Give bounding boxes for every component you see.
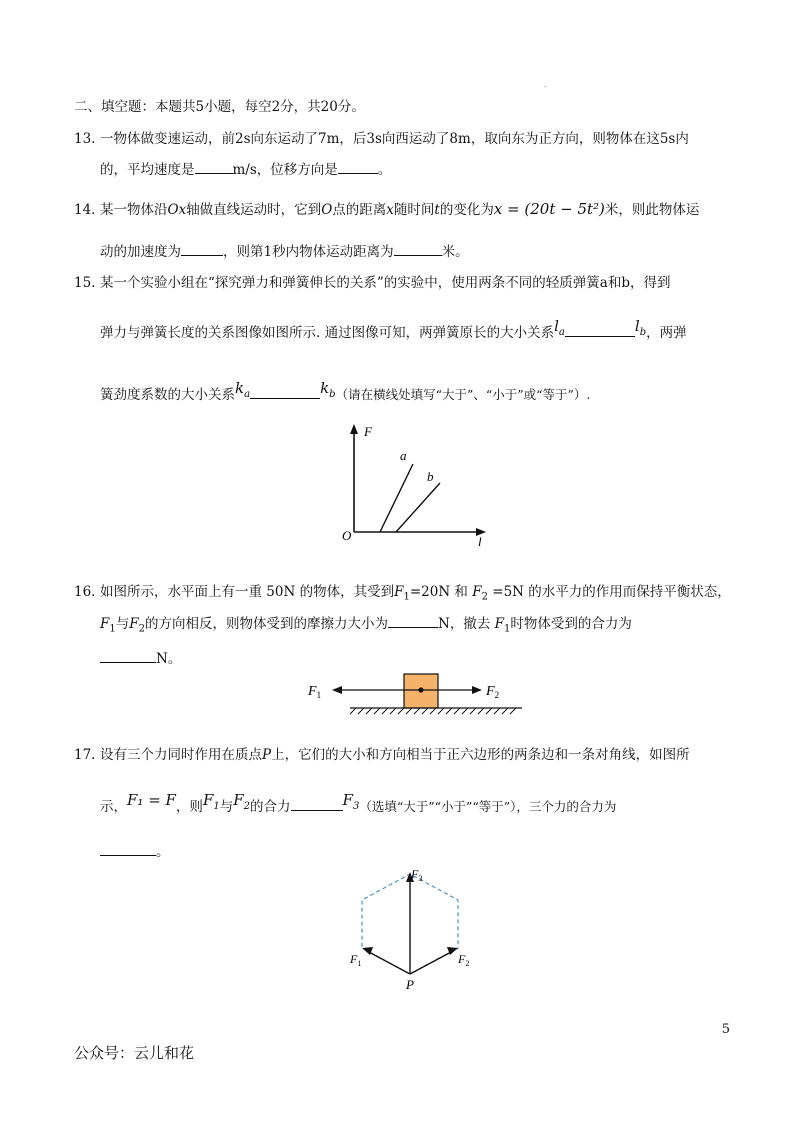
q16-f1-rest: =20N 和 (409, 584, 468, 600)
q15-line3 (100, 379, 591, 410)
f1-line (367, 951, 410, 974)
q15-la: $l_a$ (554, 317, 565, 338)
q17-blank1[interactable] (291, 797, 343, 811)
f2-line (410, 951, 453, 974)
q16-force-figure (300, 668, 530, 724)
q13-line1 (74, 130, 689, 148)
q17-line1 (74, 746, 690, 764)
q14-text1a: 某一物体沿 (100, 202, 168, 218)
q13-text2a: 的，平均速度是 (100, 162, 195, 178)
q16-text2e: N，撤去 (438, 616, 491, 632)
label-a: a (400, 448, 407, 463)
label-l: l (478, 534, 482, 549)
q16-text2g: 时物体受到的合力为 (510, 616, 632, 632)
q17-text3: 。 (156, 844, 170, 860)
q15-blank1[interactable] (565, 323, 635, 337)
q14-text1e: 的变化为 (439, 202, 494, 218)
q14-text2a: 动的加速度为 (100, 244, 181, 260)
q16-f2-rest: =5N 的水平力的作用而保持平衡状态， (487, 584, 731, 600)
q16-text2c-sub: 2 (138, 623, 145, 635)
q13-blank2[interactable] (338, 160, 378, 174)
q16-f1-sub: 1 (403, 591, 410, 603)
q15-ka: $k_a$ (235, 379, 251, 400)
q17-text2d: 的合力 (250, 799, 291, 815)
q14-blank1[interactable] (181, 242, 223, 256)
q17-text1b: 上，它们的大小和方向相当于正六边形的两条边和一条对角线，如图所 (271, 747, 690, 763)
q16-f2: F (472, 584, 482, 600)
q16-text2a-sub: 1 (109, 623, 116, 635)
q16-line3 (100, 649, 181, 668)
q14-line1 (74, 200, 700, 219)
q17-text2e: （选填“大于”“小于”“等于”），三个力的合力为 (359, 799, 617, 814)
q16-text2b: 与 (115, 616, 130, 632)
q17-number: 17. (74, 747, 96, 763)
q16-text2c: F (129, 616, 139, 632)
q15-line1 (74, 274, 671, 292)
y-axis-arrow (350, 424, 358, 434)
q14-text1b: 轴做直线运动时，它到 (186, 202, 322, 218)
q15-text1: 某一个实验小组在“探究弹力和弹簧伸长的关系”的实验中，使用两条不同的轻质弹簧a和b，得到 (100, 275, 671, 291)
q14-text1d: 随时间 (393, 202, 435, 218)
q13-line2 (100, 160, 391, 179)
page-number: 5 (721, 1022, 730, 1037)
q14-x: x (386, 202, 394, 218)
q16-line2 (100, 614, 632, 639)
q15-text2c: ，两弹 (646, 325, 687, 341)
q17-text2a: 示， (100, 799, 127, 815)
q16-f2-sub: 2 (481, 591, 488, 603)
line-a (380, 464, 413, 532)
q17-line3 (100, 842, 170, 861)
q14-number: 14. (74, 202, 96, 218)
q16-number: 16. (74, 584, 96, 600)
section-header: 二、填空题：本题共5小题，每空2分，共20分。 (74, 99, 365, 115)
q15-kb: $k_b$ (320, 379, 336, 400)
q14-text1c: 点的距离 (332, 202, 387, 218)
q16-text3: N。 (156, 651, 182, 667)
q16-blank2[interactable] (100, 649, 156, 663)
q16-blank1[interactable] (388, 614, 438, 628)
label-O: O (342, 528, 352, 543)
label-b: b (427, 469, 434, 484)
ground-hatch (350, 708, 516, 714)
q17-text2c: 与 (219, 799, 234, 815)
label-F: F (364, 424, 372, 439)
q14-text2c: 米。 (441, 244, 469, 260)
label-F3: $F_3$ (411, 867, 423, 883)
q15-spring-graph (336, 420, 496, 550)
q17-text1a: 设有三个力同时作用在质点 (100, 747, 262, 763)
q17-eq: F₁ = F (127, 791, 176, 809)
q14-ox: Ox (167, 202, 187, 218)
footer-text: 公众号：云儿和花 (74, 1044, 195, 1062)
q13-text2c: 。 (377, 162, 392, 178)
label-F1: $F_1$ (308, 684, 322, 700)
q17-f1: $F_1$ (202, 791, 220, 812)
q14-line2 (100, 242, 469, 261)
q13-text1: 一物体做变速运动，前2s向东运动了7m，后3s向西运动了8m，取向东为正方向，则物体在这5s内 (100, 131, 689, 147)
f1-arrowhead (332, 686, 342, 694)
f2-arrowhead (472, 686, 482, 694)
q17-f2: $F_2$ (233, 791, 251, 812)
q16-text2f: F (494, 616, 504, 632)
q14-t: t (434, 202, 440, 218)
q13-text2b: m/s，位移方向是 (232, 162, 338, 178)
q15-text3c: （请在横线处填写“大于”、“小于”或“等于”）. (335, 387, 591, 402)
label-P: P (406, 977, 414, 992)
label-F2: $F_2$ (486, 684, 500, 700)
q14-o: O (321, 202, 333, 218)
q16-text2d: 的方向相反，则物体受到的摩擦力大小为 (145, 616, 388, 632)
q15-lb: $l_b$ (634, 317, 647, 338)
q15-text3a: 簧劲度系数的大小关系 (100, 387, 235, 403)
q16-text2f-sub: 1 (503, 623, 511, 635)
label-F2: $F_2$ (458, 952, 470, 968)
line-b (396, 483, 440, 532)
q17-p: P (262, 747, 272, 763)
q17-f3: $F_3$ (342, 791, 360, 812)
q15-text2a: 弹力与弹簧长度的关系图像如图所示. 通过图像可知，两弹簧原长的大小关系 (100, 325, 555, 341)
q14-blank2[interactable] (394, 242, 442, 256)
q15-number: 15. (74, 275, 96, 291)
q17-hexagon-figure (340, 862, 480, 992)
q16-text2a: F (100, 616, 110, 632)
q16-line1 (74, 583, 731, 607)
q17-text2b: ，则 (175, 799, 203, 815)
q14-text2b: ，则第1秒内物体运动距离为 (223, 244, 394, 260)
q14-formula: x = (20t − 5t²) (493, 200, 605, 218)
q15-line2 (100, 317, 687, 348)
q13-number: 13. (74, 131, 96, 147)
label-F1: $F_1$ (350, 952, 362, 968)
q13-blank1[interactable] (195, 160, 233, 174)
q15-blank2[interactable] (250, 385, 320, 399)
q17-line2 (100, 791, 617, 822)
q16-f1: F (394, 584, 404, 600)
stray-dot: . (544, 80, 547, 89)
q16-text1: 如图所示，水平面上有一重 50N 的物体，其受到 (100, 584, 395, 600)
q17-blank2[interactable] (100, 842, 156, 856)
q14-text1f: 米，则此物体运 (604, 202, 700, 218)
